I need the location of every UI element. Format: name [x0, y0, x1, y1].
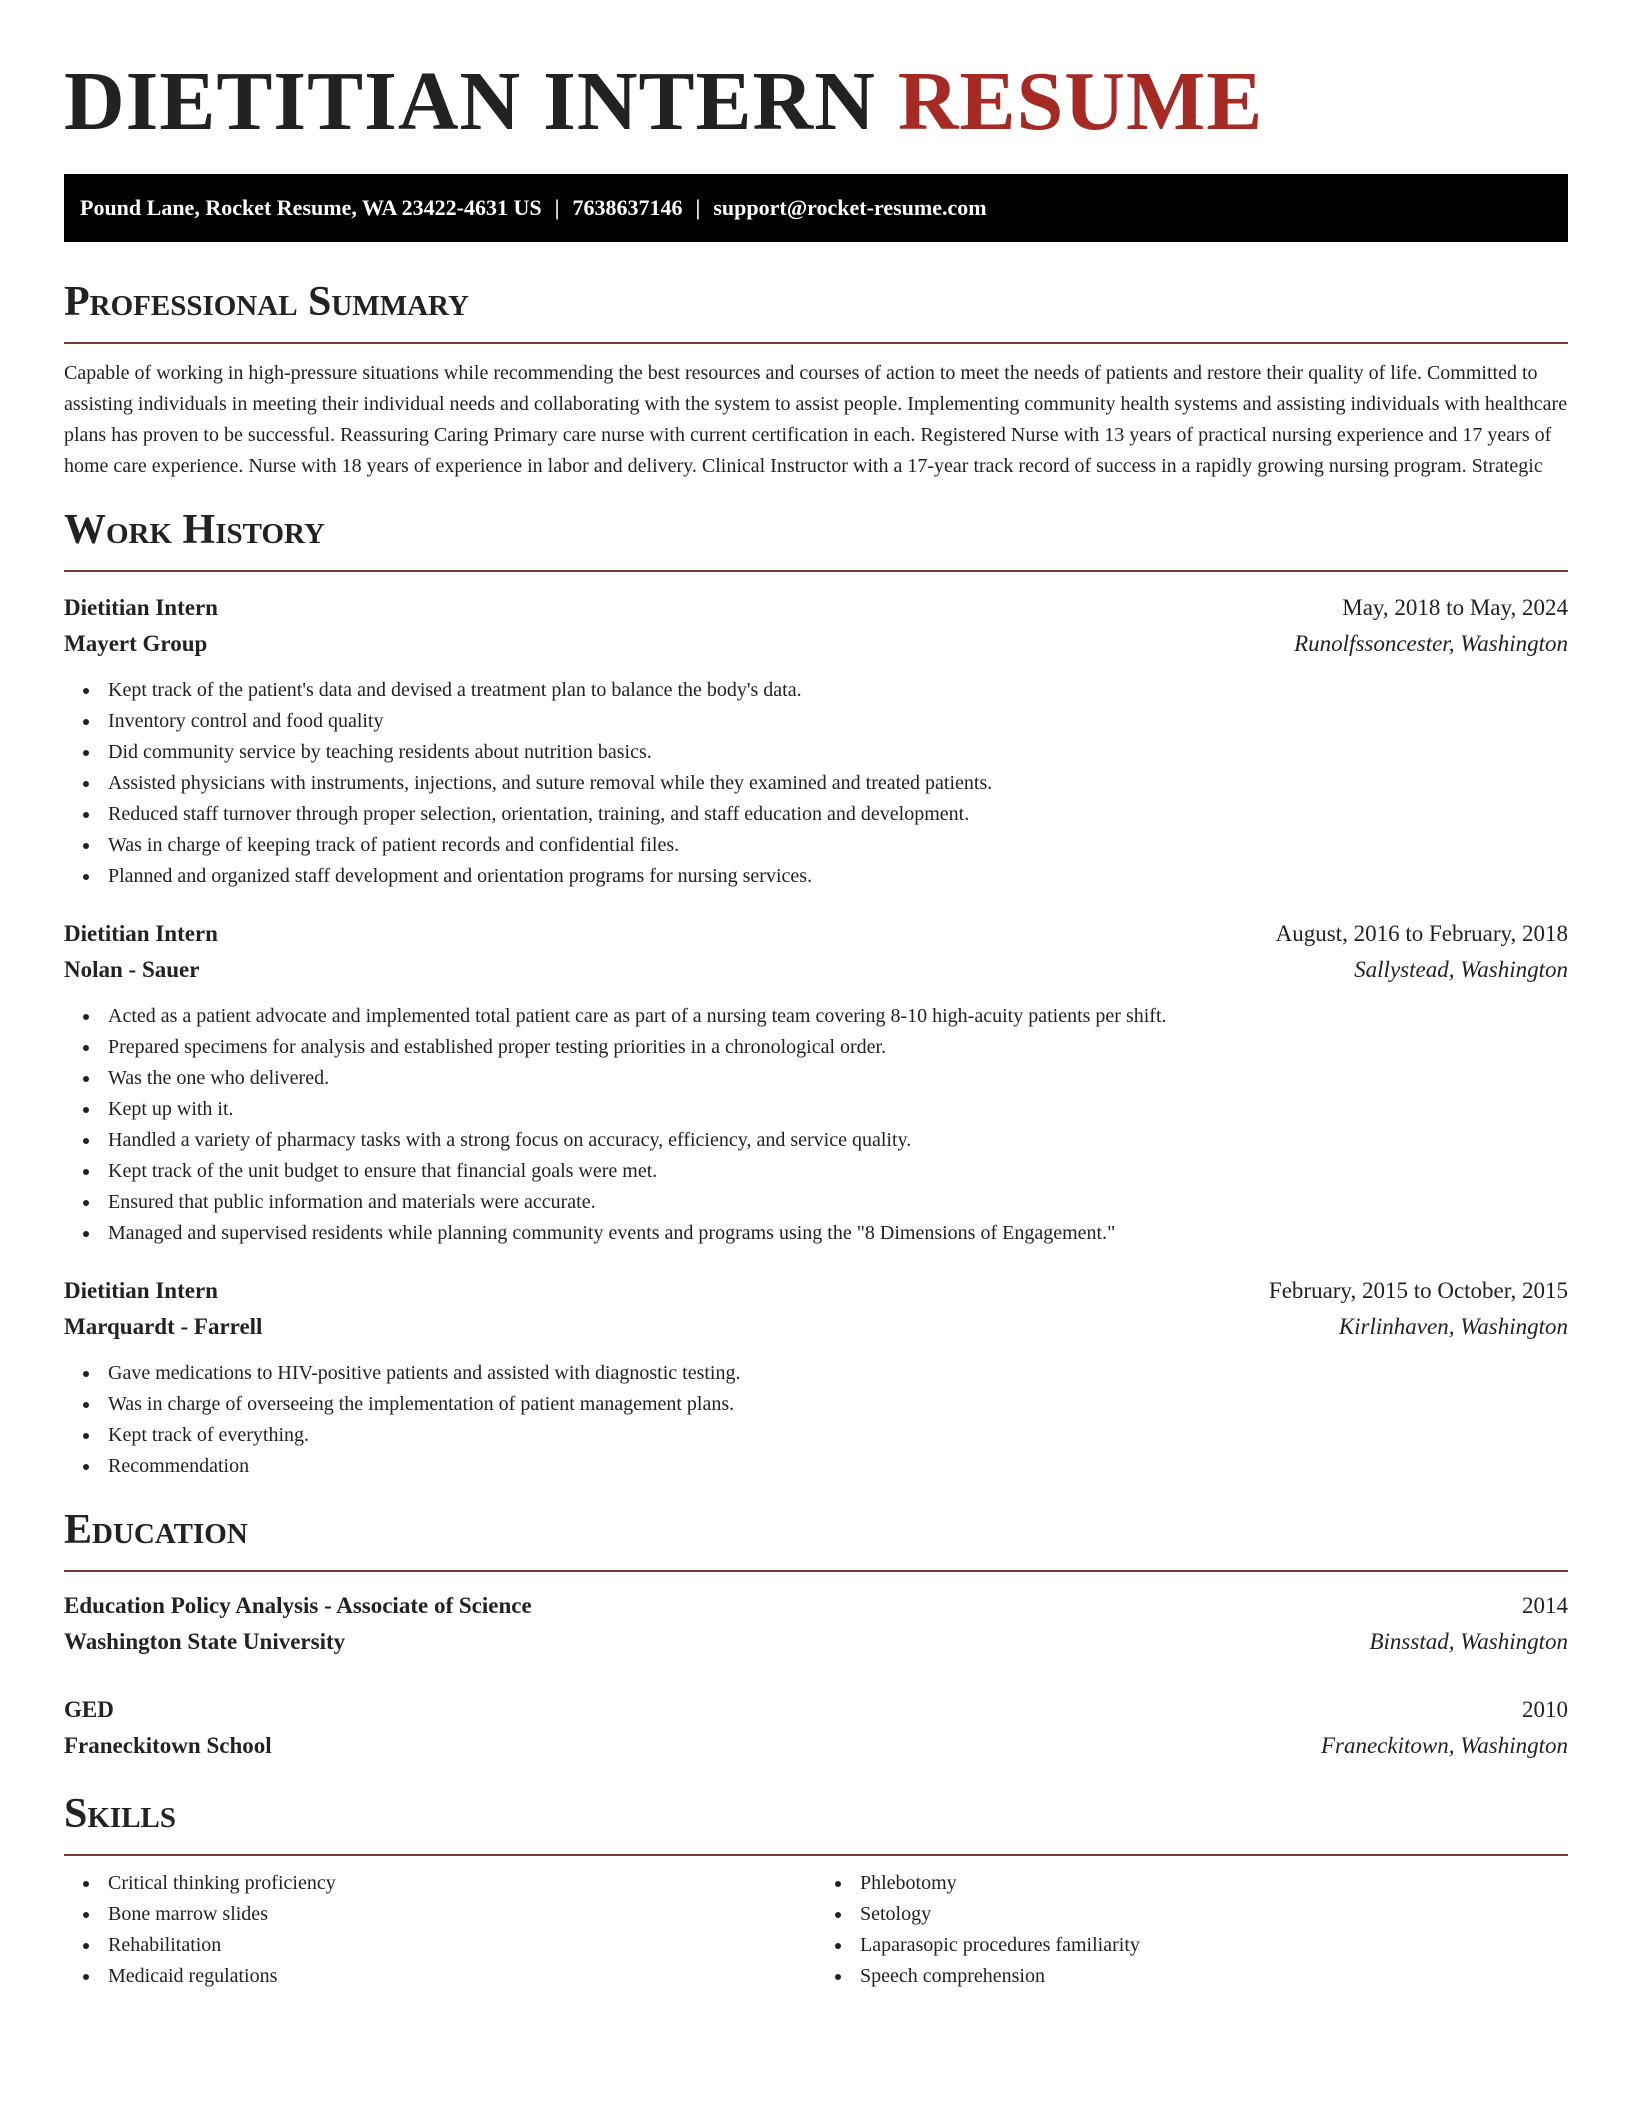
education-location: Binsstad, Washington [1369, 1629, 1568, 1654]
education-section [64, 1502, 1568, 1764]
contact-email: support@rocket-resume.com [713, 195, 987, 220]
section-divider [64, 570, 1568, 572]
skill-item: Speech comprehension [860, 1961, 1568, 1992]
summary-section [64, 274, 1568, 482]
job-dates: August, 2016 to February, 2018 [1275, 921, 1568, 946]
list-item: Inventory control and food quality [108, 706, 1568, 737]
education-school-row [64, 1624, 1568, 1660]
skills-list-left [64, 1868, 816, 1992]
job-location: Kirlinhaven, Washington [1338, 1314, 1568, 1339]
list-item: Kept track of the unit budget to ensure that financial goals were met. [108, 1156, 1568, 1187]
list-item: Did community service by teaching residents about nutrition basics. [108, 737, 1568, 768]
list-item: Gave medications to HIV-positive patients and assisted with diagnostic testing. [108, 1358, 1568, 1389]
education-heading: Education [64, 1507, 248, 1553]
skills-grid [64, 1868, 1568, 1992]
contact-phone: 7638637146 [572, 195, 683, 220]
skill-item: Bone marrow slides [108, 1899, 816, 1930]
job-location: Runolfssoncester, Washington [1294, 631, 1568, 656]
education-school-row [64, 1728, 1568, 1764]
list-item: Ensured that public information and materials were accurate. [108, 1187, 1568, 1218]
skill-item: Laparasopic procedures familiarity [860, 1930, 1568, 1961]
job-bullets [64, 675, 1568, 892]
education-location: Franeckitown, Washington [1320, 1733, 1568, 1758]
job-title-row [64, 916, 1568, 952]
list-item: Was in charge of keeping track of patient records and confidential files. [108, 830, 1568, 861]
contact-bar [64, 174, 1568, 242]
list-item: Recommendation [108, 1451, 1568, 1482]
list-item: Handled a variety of pharmacy tasks with a strong focus on accuracy, efficiency, and service quality. [108, 1125, 1568, 1156]
education-school: Franeckitown School [64, 1733, 272, 1758]
skills-list-right [816, 1868, 1568, 1992]
summary-heading: Professional Summary [64, 279, 469, 325]
list-item: Reduced staff turnover through proper selection, orientation, training, and staff education and development. [108, 799, 1568, 830]
skill-item: Critical thinking proficiency [108, 1868, 816, 1899]
list-item: Acted as a patient advocate and implemented total patient care as part of a nursing team covering 8-10 high-acuity patients per shift. [108, 1001, 1568, 1032]
list-item: Planned and organized staff development and orientation programs for nursing services. [108, 861, 1568, 892]
education-degree: GED [64, 1697, 114, 1722]
education-entry [64, 1588, 1568, 1660]
education-year: 2014 [1522, 1593, 1568, 1618]
list-item: Prepared specimens for analysis and established proper testing priorities in a chronological order. [108, 1032, 1568, 1063]
job-dates: May, 2018 to May, 2024 [1342, 595, 1568, 620]
work-heading: Work History [64, 507, 325, 553]
contact-separator: | [554, 195, 560, 220]
list-item: Was the one who delivered. [108, 1063, 1568, 1094]
skill-item: Rehabilitation [108, 1930, 816, 1961]
section-divider [64, 1854, 1568, 1856]
job-entry [64, 1273, 1568, 1482]
job-company-row [64, 952, 1568, 988]
list-item: Was in charge of overseeing the implementation of patient management plans. [108, 1389, 1568, 1420]
job-bullets [64, 1001, 1568, 1249]
list-item: Kept track of everything. [108, 1420, 1568, 1451]
job-entry [64, 590, 1568, 892]
skill-item: Medicaid regulations [108, 1961, 816, 1992]
work-section [64, 502, 1568, 1482]
job-title-row [64, 1273, 1568, 1309]
job-title: Dietitian Intern [64, 1278, 218, 1303]
list-item: Assisted physicians with instruments, injections, and suture removal while they examined and treated patients. [108, 768, 1568, 799]
job-company-row [64, 1309, 1568, 1345]
list-item: Kept track of the patient's data and devised a treatment plan to balance the body's data. [108, 675, 1568, 706]
education-degree-row [64, 1692, 1568, 1728]
title-main: DIETITIAN INTERN [64, 55, 876, 148]
section-divider [64, 342, 1568, 344]
title-accent: RESUME [897, 55, 1264, 148]
job-title: Dietitian Intern [64, 921, 218, 946]
education-entry [64, 1692, 1568, 1764]
education-school: Washington State University [64, 1629, 346, 1654]
skill-item: Phlebotomy [860, 1868, 1568, 1899]
job-bullets [64, 1358, 1568, 1482]
education-degree: Education Policy Analysis - Associate of Science [64, 1593, 532, 1618]
education-degree-row [64, 1588, 1568, 1624]
job-company: Nolan - Sauer [64, 957, 200, 982]
job-dates: February, 2015 to October, 2015 [1268, 1278, 1568, 1303]
contact-address: Pound Lane, Rocket Resume, WA 23422-4631 US [80, 195, 542, 220]
contact-separator: | [695, 195, 701, 220]
skills-heading: Skills [64, 1791, 177, 1837]
education-year: 2010 [1522, 1697, 1568, 1722]
list-item: Managed and supervised residents while planning community events and programs using the "8 Dimensions of Engagement." [108, 1218, 1568, 1249]
skills-section [64, 1786, 1568, 1992]
job-location: Sallystead, Washington [1354, 957, 1568, 982]
job-company-row [64, 626, 1568, 662]
skill-item: Setology [860, 1899, 1568, 1930]
job-company: Mayert Group [64, 631, 208, 656]
summary-text: Capable of working in high-pressure situations while recommending the best resources and courses of action to meet the needs of patients and restore their quality of life. Committed to assisting individuals in meeting their individual needs and collaborating with the system to assist people. Implementing community health systems and assisting individuals with healthcare plans has proven to be successful. Reassuring Caring Primary care nurse with current certification in each. Registered Nurse with 13 years of practical nursing experience and 17 years of home care experience. Nurse with 18 years of experience in labor and delivery. Clinical Instructor with a 17-year track record of success in a rapidly growing nursing program. Strategic [64, 362, 1568, 477]
job-title: Dietitian Intern [64, 595, 218, 620]
job-entry [64, 916, 1568, 1249]
section-divider [64, 1570, 1568, 1572]
job-title-row [64, 590, 1568, 626]
list-item: Kept up with it. [108, 1094, 1568, 1125]
job-company: Marquardt - Farrell [64, 1314, 263, 1339]
resume-title [64, 52, 1568, 152]
